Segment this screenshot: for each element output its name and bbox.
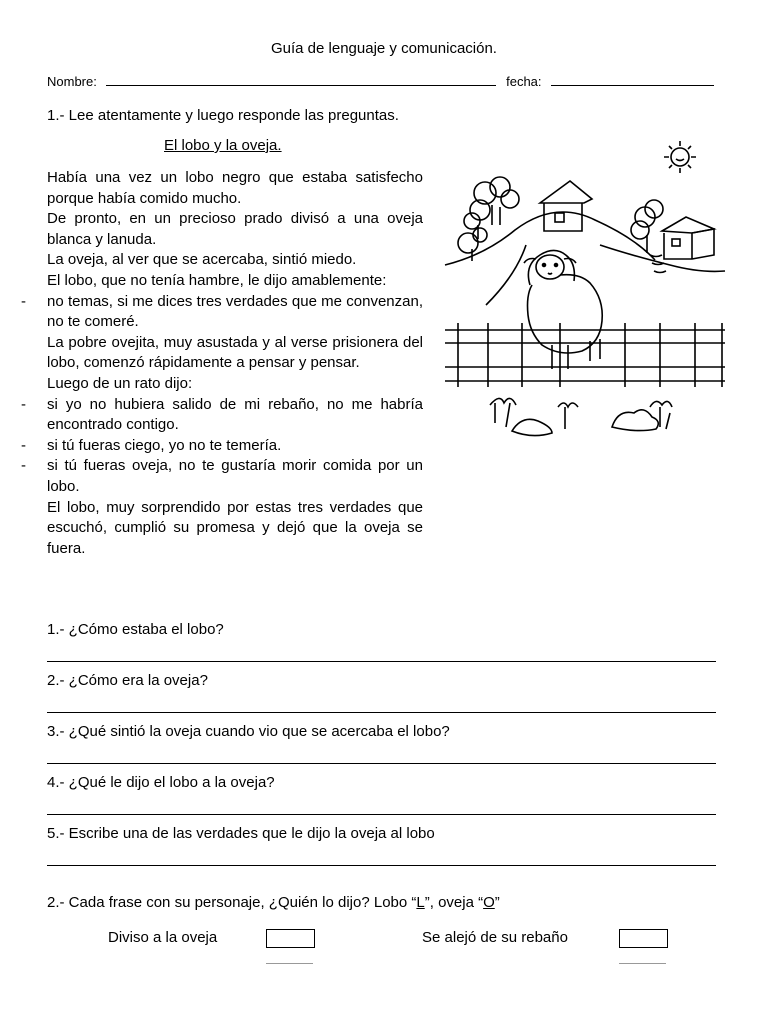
answer-box-1[interactable] [266, 929, 315, 948]
section1-instruction: 1.- Lee atentamente y luego responde las preguntas. [47, 107, 399, 124]
wolf-letter: L [416, 894, 425, 911]
story-paragraph: La pobre ovejita, muy asustada y al verse prisionera del lobo, comenzó rápidamente a pensar y pensar. [47, 333, 423, 372]
date-field[interactable] [551, 74, 714, 86]
answer-line-5[interactable] [47, 865, 716, 866]
question-3: 3.- ¿Qué sintió la oveja cuando vio que se acercaba el lobo? [47, 723, 450, 740]
dash-mark: - [21, 292, 26, 310]
name-label: Nombre: [47, 74, 97, 89]
story-dialog-line: - si yo no hubiera salido de mi rebaño, no me habría encontrado contigo. [21, 395, 423, 434]
question-5: 5.- Escribe una de las verdades que le dijo la oveja al lobo [47, 825, 435, 842]
story-dialog-line: - si tú fueras oveja, no te gustaría morir comida por un lobo. [21, 457, 423, 495]
story-title: El lobo y la oveja. [164, 137, 282, 154]
section2-instruction: 2.- Cada frase con su personaje, ¿Quién lo dijo? Lobo “L”, oveja “O” [47, 894, 500, 911]
question-4: 4.- ¿Qué le dijo el lobo a la oveja? [47, 774, 275, 791]
question-2: 2.- ¿Cómo era la oveja? [47, 672, 208, 689]
page-title: Guía de lenguaje y comunicación. [271, 40, 497, 57]
answer-line-1[interactable] [47, 661, 716, 662]
dash-mark: - [21, 457, 26, 475]
story-paragraph: El lobo, muy sorprendido por estas tres verdades que escuchó, cumplió su promesa y dejó que la oveja se fuera. [47, 498, 423, 557]
story-paragraph: La oveja, al ver que se acercaba, sintió miedo. [47, 251, 357, 269]
story-paragraph: De pronto, en un precioso prado divisó a una oveja blanca y lanuda. [47, 210, 423, 248]
answer-line-2[interactable] [47, 712, 716, 713]
match-item-2: Se alejó de su rebaño [422, 929, 568, 946]
question-1: 1.- ¿Cómo estaba el lobo? [47, 621, 224, 638]
answer-underline-1 [266, 963, 313, 964]
name-date-row [47, 74, 719, 89]
answer-line-4[interactable] [47, 814, 716, 815]
dash-mark: - [21, 436, 26, 454]
answer-box-2[interactable] [619, 929, 668, 948]
story-paragraph: Luego de un rato dijo: [47, 374, 193, 392]
answer-line-3[interactable] [47, 763, 716, 764]
match-item-1: Diviso a la oveja [108, 929, 218, 946]
date-label: fecha: [506, 74, 542, 89]
story-text [21, 168, 423, 559]
story-dialog-line: - si tú fueras ciego, yo no te temería. [47, 436, 423, 457]
sheep-farm-illustration [440, 135, 730, 465]
story-dialog-line: - no temas, si me dices tres verdades que me convenzan, no te comeré. [21, 292, 423, 331]
story-paragraph: El lobo, que no tenía hambre, le dijo amablemente: [47, 271, 387, 289]
dash-mark: - [21, 395, 26, 413]
sheep-letter: O [483, 894, 495, 911]
name-field[interactable] [106, 74, 496, 86]
answer-underline-2 [619, 963, 666, 964]
story-paragraph: Había una vez un lobo negro que estaba satisfecho porque había comido mucho. [47, 169, 423, 207]
